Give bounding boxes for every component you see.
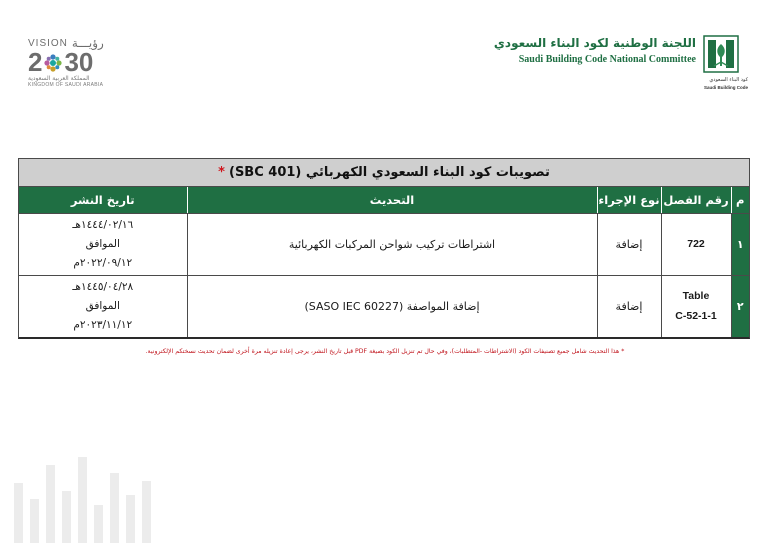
row-section <box>661 213 731 275</box>
row-date <box>19 213 187 275</box>
vision-country-en: KINGDOM OF SAUDI ARABIA <box>28 82 104 88</box>
row-date-gregorian: ٢٠٢٣/١١/١٢م <box>73 318 133 331</box>
row-date <box>19 275 187 337</box>
sbc-emblem-icon <box>702 34 740 76</box>
row-action: إضافة <box>597 213 661 275</box>
skyline-decoration <box>0 453 170 543</box>
row-update: إضافة المواصفة (SASO IEC 60227) <box>187 275 597 337</box>
col-num-header: م <box>731 187 749 213</box>
sbc-committee-logo <box>493 32 748 94</box>
table-title <box>19 159 749 187</box>
row-action: إضافة <box>597 275 661 337</box>
col-section-header: رقم الفصل <box>661 187 731 213</box>
skyline-bar <box>94 505 103 543</box>
row-num: ٢ <box>731 275 749 337</box>
sbc-name-en: Saudi Building Code National Committee <box>518 54 696 65</box>
skyline-bar <box>142 481 151 543</box>
sbc-emblem-en: Saudi Building Code <box>704 85 748 90</box>
table-row <box>19 213 749 275</box>
footnote-text: هذا التحديث شامل جميع تصنيفات الكود (الاشتراطات -المتطلبات)، وفي حال تم تنزيل الكود بصيغة PDF قبل تاريخ النشر، يرجى إعادة تنزيله مرة أخرى لضمان تحديث نسختكم الإلكترونية. <box>145 348 620 355</box>
vision-label-ar: رؤيـــة <box>71 36 104 50</box>
vision-year-right: 30 <box>64 47 94 77</box>
skyline-bar <box>126 495 135 543</box>
row-section-line: C-52-1-1 <box>675 310 717 323</box>
footnote-star: * <box>621 348 625 355</box>
row-date-hijri: ١٤٤٥/٠٤/٢٨هـ <box>72 280 134 293</box>
table-title-star: * <box>218 165 225 180</box>
sbc-name-ar: اللجنة الوطنية لكود البناء السعودي <box>493 36 696 50</box>
table-row <box>19 275 749 337</box>
row-section-line: 722 <box>687 238 705 250</box>
row-update: اشتراطات تركيب شواحن المركبات الكهربائية <box>187 213 597 275</box>
skyline-bar <box>46 465 55 543</box>
table-title-text: تصويبات كود البناء السعودي الكهربائي (SBC 401) <box>228 165 550 180</box>
sbc-emblem-ar: كود البناء السعودي <box>709 77 748 83</box>
vision-country-ar: المملكة العربية السعودية <box>28 75 90 82</box>
row-section <box>661 275 731 337</box>
skyline-bar <box>14 483 23 543</box>
corrections-table <box>18 158 750 339</box>
row-date-equiv: الموافق <box>85 299 120 312</box>
col-action-header: نوع الإجراء <box>597 187 661 213</box>
skyline-bar <box>62 491 71 543</box>
table-header-row <box>19 187 749 213</box>
row-section-line: Table <box>682 290 710 303</box>
vision-year <box>28 47 128 77</box>
row-date-gregorian: ٢٠٢٢/٠٩/١٢م <box>73 256 133 269</box>
vision-2030-logo <box>28 36 128 92</box>
col-date-header: تاريخ النشر <box>19 187 187 213</box>
corrections-grid <box>19 187 749 337</box>
row-date-equiv: الموافق <box>85 237 120 250</box>
footnote <box>120 348 650 355</box>
skyline-bar <box>30 499 39 543</box>
row-num: ١ <box>731 213 749 275</box>
row-date-hijri: ١٤٤٤/٠٢/١٦هـ <box>72 218 134 231</box>
vision-label-en: VISION <box>28 37 68 49</box>
vision-flower-icon <box>43 52 63 72</box>
skyline-bar <box>110 473 119 543</box>
col-update-header: التحديث <box>187 187 597 213</box>
skyline-bar <box>78 457 87 543</box>
vision-year-left: 2 <box>28 47 43 77</box>
